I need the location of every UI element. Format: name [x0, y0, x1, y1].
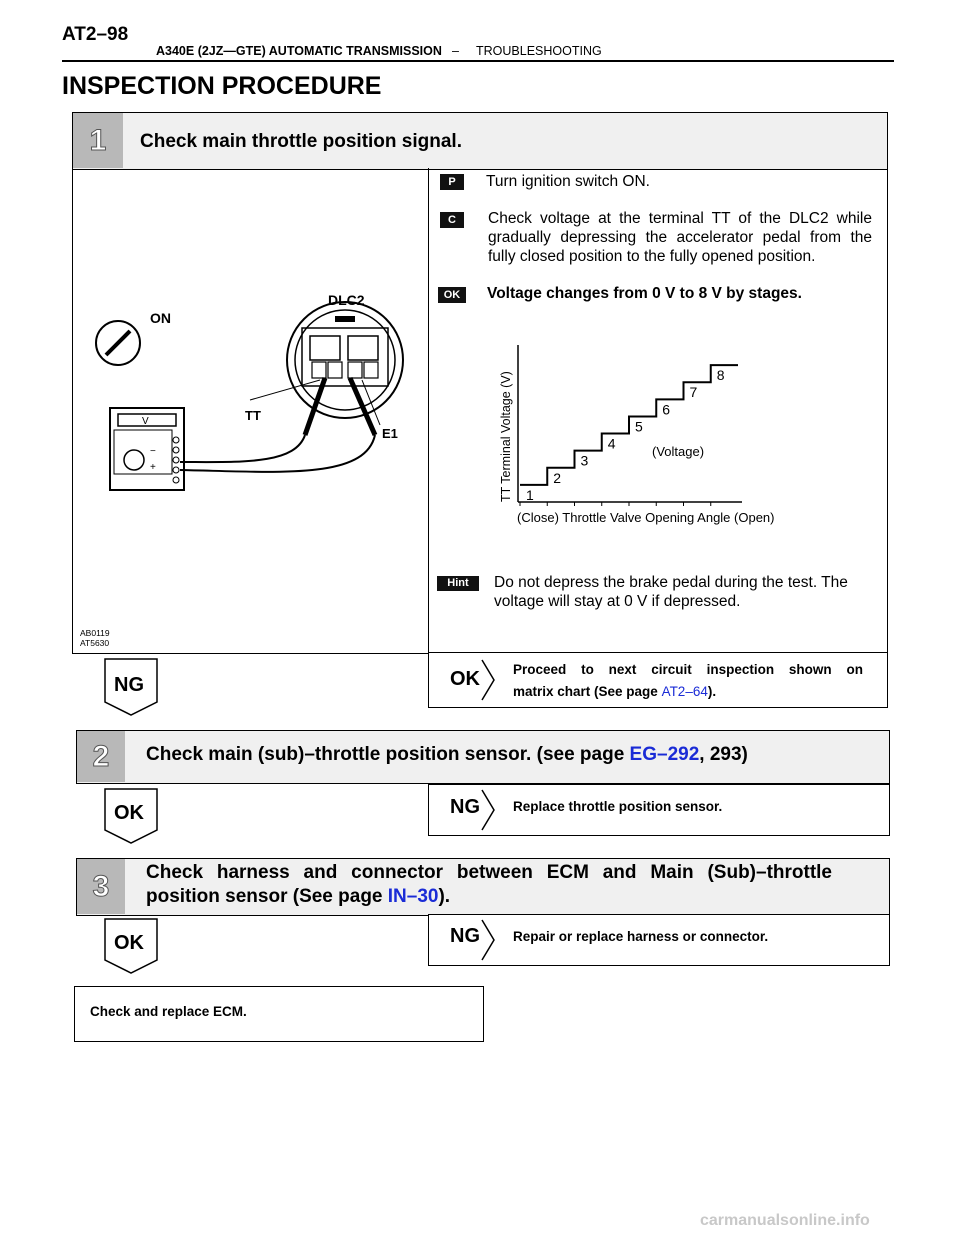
- final-text: Check and replace ECM.: [90, 1004, 247, 1019]
- step-value-label: 5: [635, 418, 643, 435]
- step3-title-line1: Check harness and connector between ECM and Main (Sub)–throttle: [146, 862, 832, 883]
- dlc2-diagram: [80, 280, 420, 510]
- step-value-label: 7: [689, 384, 698, 401]
- step-value-label: 2: [553, 469, 562, 486]
- step1-divider: [428, 168, 429, 652]
- step-value-label: 3: [580, 452, 589, 469]
- meter-v-label: V: [142, 416, 149, 427]
- step2-number: 2: [77, 731, 125, 782]
- meter-plus-label: +: [150, 462, 156, 473]
- step1-title: Check main throttle position signal.: [140, 131, 462, 152]
- section-title: TROUBLESHOOTING: [476, 44, 602, 58]
- link-at2-64[interactable]: AT2–64: [661, 684, 708, 699]
- step1-ok-result-post: ).: [707, 684, 717, 699]
- step-value-label: 4: [607, 435, 616, 452]
- step-value-label: 8: [716, 367, 725, 384]
- step1-ok-label: OK: [450, 668, 480, 690]
- step3-title-line2: [146, 885, 450, 908]
- step2-ok-label: OK: [114, 802, 144, 824]
- ok-tag: OK: [438, 287, 466, 303]
- step-value-label: 1: [526, 486, 534, 503]
- figure-code-1: AB0119: [80, 628, 110, 638]
- header-separator: –: [452, 44, 459, 58]
- hint-text: Do not depress the brake pedal during the test. The voltage will stay at 0 V if depressed.: [494, 574, 848, 610]
- dlc2-label: DLC2: [328, 292, 365, 308]
- step2-ng-result: Replace throttle position sensor.: [513, 799, 723, 814]
- step-value-label: 6: [662, 401, 671, 418]
- prep-text: Turn ignition switch ON.: [486, 173, 650, 190]
- step1-ok-result-line1: Proceed to next circuit inspection shown on: [513, 662, 863, 677]
- tt-label: TT: [245, 408, 261, 423]
- step3-ok-label: OK: [114, 932, 144, 954]
- chart-ylabel: TT Terminal Voltage (V): [499, 371, 513, 502]
- step1-ok-result-line2: [513, 682, 716, 702]
- chart-annotation: (Voltage): [652, 444, 705, 459]
- step3-ng-label: NG: [450, 925, 480, 947]
- step3-title-post: ).: [438, 886, 451, 907]
- page-number: AT2–98: [62, 24, 129, 45]
- step3-number: 3: [77, 859, 125, 914]
- page-title: INSPECTION PROCEDURE: [62, 72, 382, 100]
- check-text: Check voltage at the terminal TT of the DLC2 while gradually depressing the accelerator pedal from the fully closed position to the fully opened position.: [488, 210, 872, 265]
- meter-minus-label: −: [150, 446, 156, 457]
- check-tag: C: [440, 212, 464, 228]
- step2-title-post: , 293): [699, 744, 748, 765]
- chart-marks: [520, 365, 738, 506]
- step2-ng-label: NG: [450, 796, 480, 818]
- link-eg-292[interactable]: EG–292: [629, 744, 700, 765]
- prep-tag: P: [440, 174, 464, 190]
- step3-ng-result: Repair or replace harness or connector.: [513, 929, 769, 944]
- step1-ng-label: NG: [114, 674, 144, 696]
- header-rule: [62, 60, 894, 62]
- figure-code-2: AT5630: [80, 638, 110, 648]
- ok-spec-text: Voltage changes from 0 V to 8 V by stages.: [487, 285, 802, 302]
- step1-ok-result-pre: matrix chart (See page: [513, 684, 662, 699]
- voltage-chart: [490, 340, 760, 510]
- ign-on-label: ON: [150, 310, 171, 326]
- e1-label: E1: [382, 426, 398, 441]
- manual-title: A340E (2JZ—GTE) AUTOMATIC TRANSMISSION: [156, 44, 442, 58]
- step2-title-pre: Check main (sub)–throttle position sensor. (see page: [146, 744, 630, 765]
- voltage-step-line: [520, 365, 738, 485]
- watermark: carmanualsonline.info: [700, 1212, 870, 1229]
- step3-title-pre: position sensor (See page: [146, 886, 388, 907]
- step2-title: [146, 743, 748, 766]
- link-in-30[interactable]: IN–30: [387, 886, 439, 907]
- step1-number: 1: [73, 113, 123, 168]
- hint-tag: Hint: [437, 576, 479, 591]
- chart-xlabel: (Close) Throttle Valve Opening Angle (Open): [517, 510, 775, 525]
